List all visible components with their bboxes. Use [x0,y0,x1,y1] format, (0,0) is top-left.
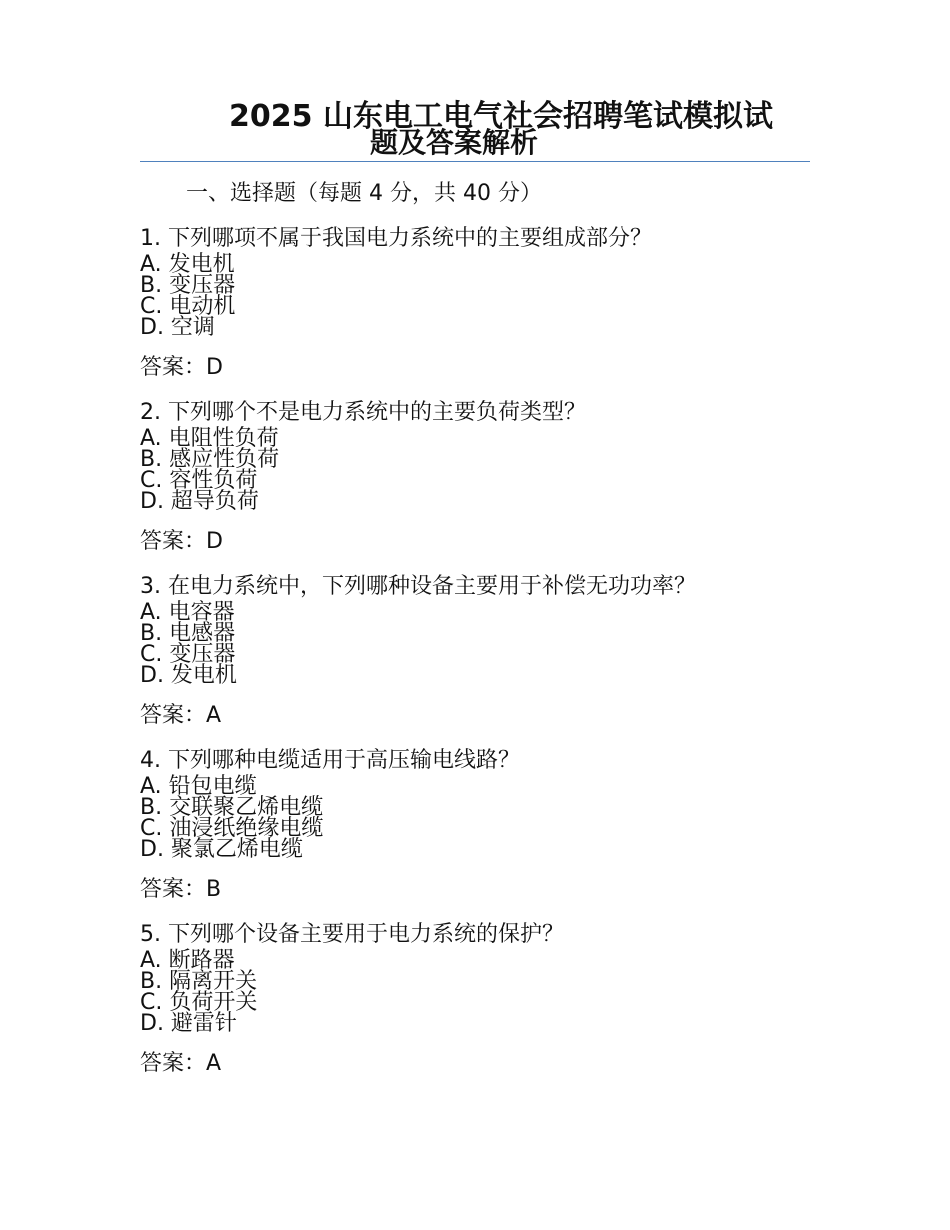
option-a: A. 铅包电缆 [140,774,257,799]
option-b: B. 电感器 [140,621,236,646]
option-a: A. 电阻性负荷 [140,426,279,451]
question-text: 5. 下列哪个设备主要用于电力系统的保护？ [140,922,564,947]
title-underline-rule [140,161,810,162]
answer-line: 答案：B [140,877,222,902]
option-c: C. 变压器 [140,642,236,667]
question-text: 2. 下列哪个不是电力系统中的主要负荷类型？ [140,400,586,425]
question-4 [140,746,810,906]
option-d: D. 超导负荷 [140,489,259,514]
option-c: C. 容性负荷 [140,468,258,493]
answer-line: 答案：D [140,355,223,380]
option-c: C. 电动机 [140,294,236,319]
option-b: B. 交联聚乙烯电缆 [140,795,324,820]
answer-line: 答案：A [140,703,222,728]
option-a: A. 断路器 [140,948,235,973]
answer-line: 答案：A [140,1051,222,1076]
question-5 [140,920,810,1080]
option-a: A. 电容器 [140,600,235,625]
option-c: C. 负荷开关 [140,990,258,1015]
question-2 [140,398,810,558]
document-page [140,0,810,1230]
option-d: D. 聚氯乙烯电缆 [140,837,303,862]
option-b: B. 隔离开关 [140,969,258,994]
section-heading: 一、选择题（每题 4 分，共 40 分） [186,181,542,206]
option-c: C. 油浸纸绝缘电缆 [140,816,324,841]
option-a: A. 发电机 [140,252,235,277]
option-b: B. 变压器 [140,273,236,298]
question-1 [140,224,810,384]
option-d: D. 空调 [140,315,215,340]
option-b: B. 感应性负荷 [140,447,280,472]
document-title [140,99,810,159]
document-title-line2: 题及答案解析 [370,126,539,159]
question-text: 3. 在电力系统中，下列哪种设备主要用于补偿无功功率？ [140,574,696,599]
question-3 [140,572,810,732]
document-title-line1: 2025 山东电工电气社会招聘笔试模拟试 [229,99,773,134]
question-text: 1. 下列哪项不属于我国电力系统中的主要组成部分？ [140,226,652,251]
question-text: 4. 下列哪种电缆适用于高压输电线路？ [140,748,520,773]
option-d: D. 发电机 [140,663,237,688]
question-list [140,224,810,1094]
answer-line: 答案：D [140,529,223,554]
option-d: D. 避雷针 [140,1011,237,1036]
